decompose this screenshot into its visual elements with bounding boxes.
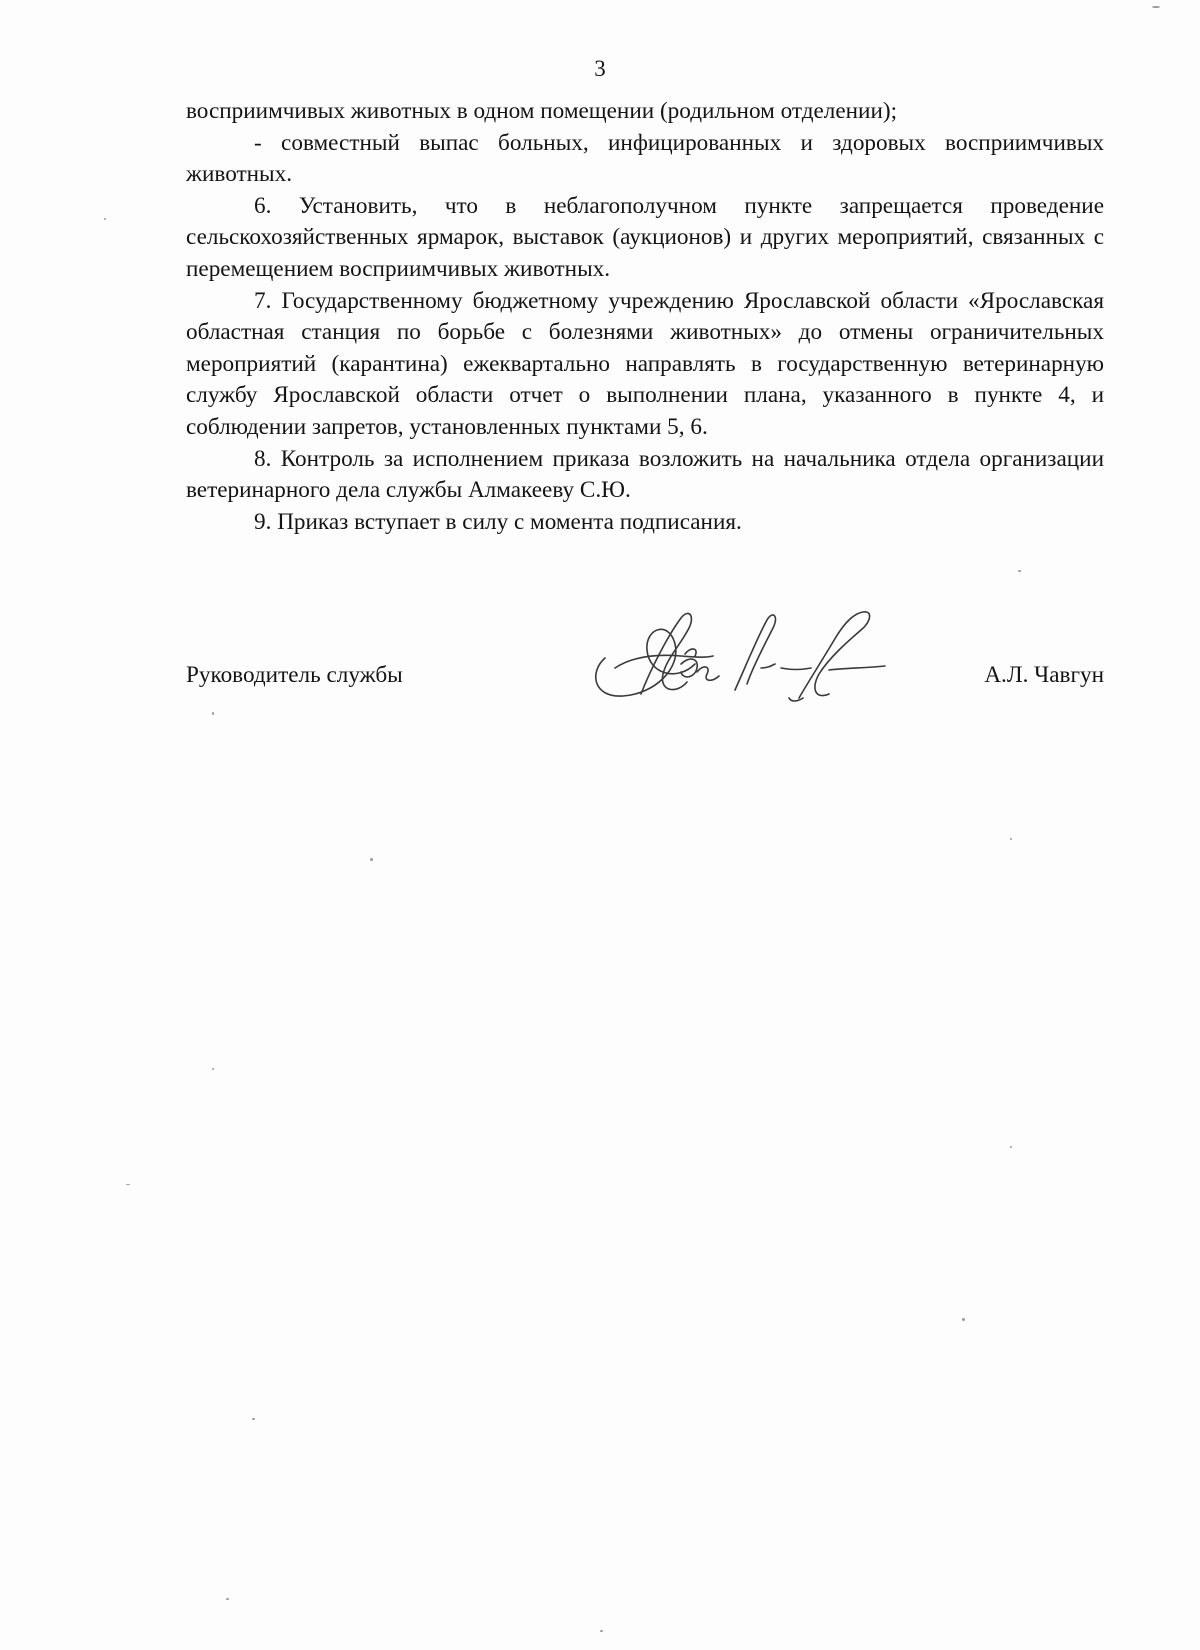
handwritten-signature xyxy=(585,598,905,716)
scan-speck xyxy=(212,1068,214,1070)
scan-speck xyxy=(1010,1146,1012,1148)
scan-speck xyxy=(1152,6,1160,8)
paragraph-joint-grazing: - совместный выпас больных, инфицированных и здоровых восприимчивых животных. xyxy=(186,129,1104,188)
paragraph-continuation: восприимчивых животных в одном помещении (родильном отделении); xyxy=(186,98,898,124)
scan-speck xyxy=(252,1418,255,1420)
paragraph-item-6: 6. Установить, что в неблагополучном пункте запрещается проведение сельскохозяйственных ярмарок, выставок (аукционов) и других мероприятий, связанных с перемещением восприимчивых животных. xyxy=(186,192,1104,282)
scan-speck xyxy=(962,1318,965,1321)
paragraph-item-7: 7. Государственному бюджетному учреждению Ярославской области «Ярославская областная станция по борьбе с болезнями животных» до отмены ограничительных мероприятий (карантина) ежеквартально направлять в государственную ветеринарную службу Ярославской области отчет о выполнении плана, указанного в пункте 4, и соблюдении запретов, установленных пунктами 5, 6. xyxy=(186,287,1104,440)
scan-speck xyxy=(226,1598,229,1600)
scan-speck xyxy=(1010,838,1012,840)
document-body xyxy=(186,96,1104,538)
paragraph-item-8: 8. Контроль за исполнением приказа возложить на начальника отдела организации ветеринарного дела службы Алмакееву С.Ю. xyxy=(186,445,1104,504)
scan-speck xyxy=(126,1184,130,1185)
scan-speck xyxy=(600,1630,603,1632)
page-number: 3 xyxy=(594,56,606,81)
scan-speck xyxy=(370,858,373,861)
scan-speck xyxy=(1018,570,1021,572)
paragraph-item-9: 9. Приказ вступает в силу с момента подписания. xyxy=(254,508,742,535)
signatory-position: Руководитель службы xyxy=(186,662,403,688)
signatory-name: А.Л. Чавгун xyxy=(984,662,1104,688)
scan-speck xyxy=(212,712,214,715)
scan-speck xyxy=(104,218,106,220)
